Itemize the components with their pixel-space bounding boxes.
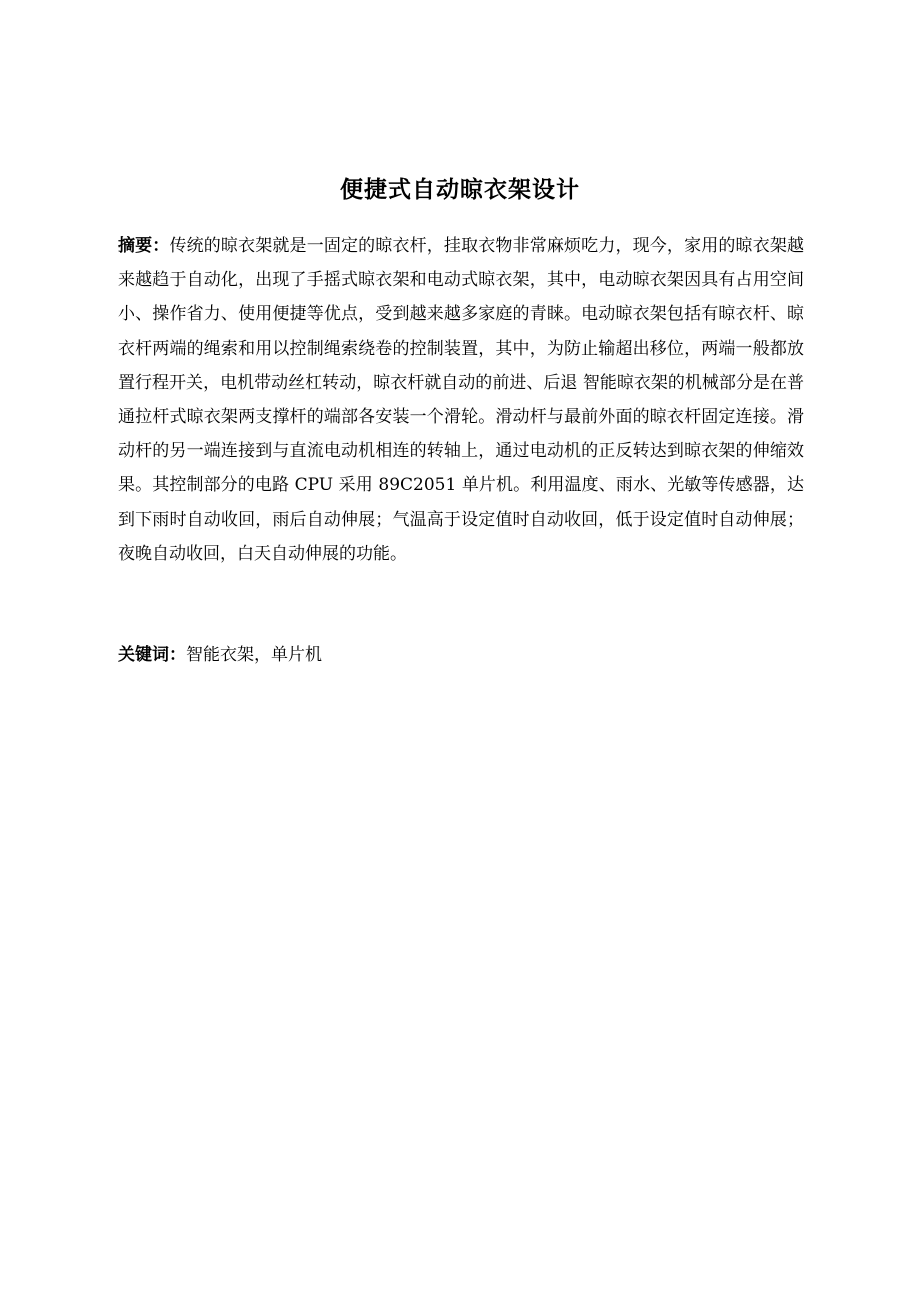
abstract-paragraph [118,229,804,571]
keywords-label: 关键词： [118,645,186,665]
keywords-paragraph [118,638,804,672]
document-title: 便捷式自动晾衣架设计 [340,177,580,203]
abstract-text: 传统的晾衣架就是一固定的晾衣杆，挂取衣物非常麻烦吃力，现今，家用的晾衣架越来越趋于自动化，出现了手摇式晾衣架和电动式晾衣架，其中，电动晾衣架因具有占用空间小、操作省力、使用便捷等优点，受到越来越多家庭的青睐。电动晾衣架包括有晾衣杆、晾衣杆两端的绳索和用以控制绳索绕卷的控制装置，其中，为防止输超出移位，两端一般都放置行程开关，电机带动丝杠转动，晾衣杆就自动的前进、后退 智能晾衣架的机械部分是在普通拉杆式晾衣架两支撑杆的端部各安装一个滑轮。滑动杆与最前外面的晾衣杆固定连接。滑动杆的另一端连接到与直流电动机相连的转轴上，通过电动机的正反转达到晾衣架的伸缩效果。其控制部分的电路 CPU 采用 89C2051 单片机。利用温度、雨水、光敏等传感器，达到下雨时自动收回，雨后自动伸展；气温高于设定值时自动收回，低于设定值时自动伸展；夜晚自动收回，白天自动伸展的功能。 [118,236,805,564]
keywords-text: 智能衣架，单片机 [186,645,322,665]
abstract-label: 摘要： [118,236,170,256]
